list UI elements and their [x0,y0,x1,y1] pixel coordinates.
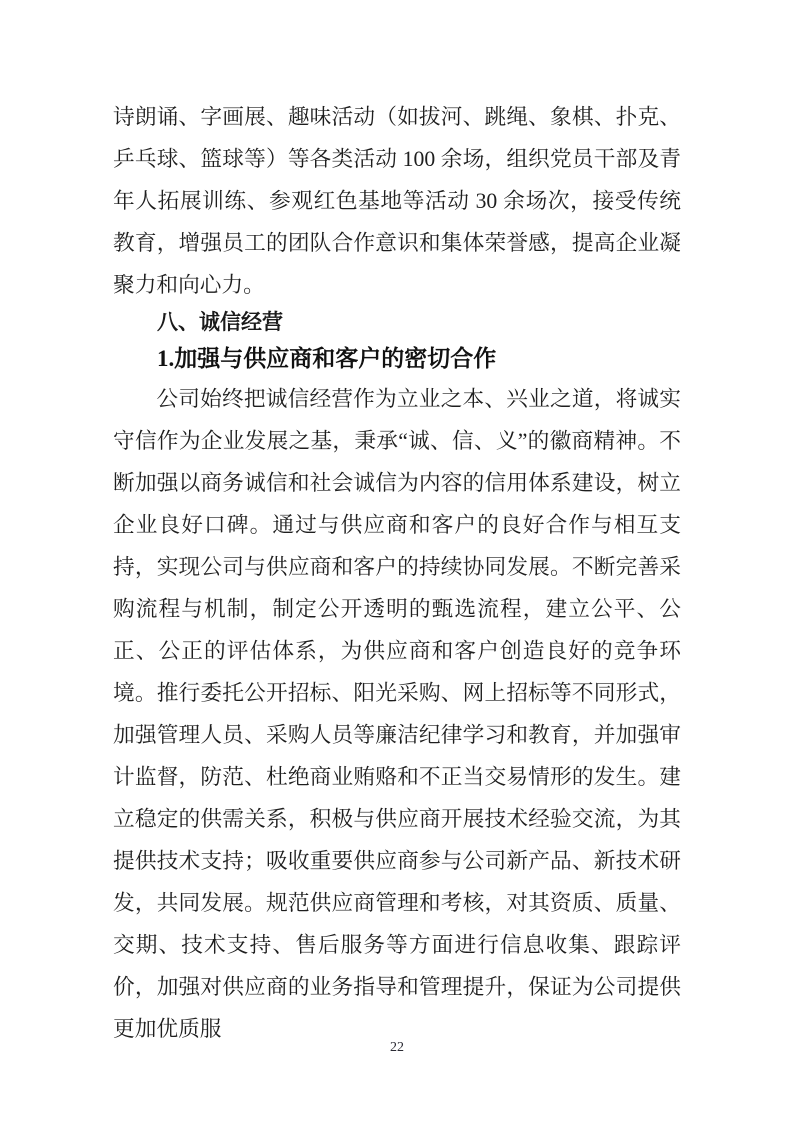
subsection-heading-supplier-cooperation: 1.加强与供应商和客户的密切合作 [157,346,497,371]
section-heading-integrity-management: 八、诚信经营 [157,311,283,334]
page-content [113,96,681,1050]
page-number: 22 [390,1040,404,1055]
page-footer [0,1038,794,1057]
paragraph-activities-continued: 诗朗诵、字画展、趣味活动（如拔河、跳绳、象棋、扑克、乒乓球、篮球等）等各类活动 100 余场，组织党员干部及青年人拓展训练、参观红色基地等活动 30 余场次，接受传统教育，增强员工的团队合作意识和集体荣誉感，提高企业凝聚力和向心力。 [113,105,681,297]
paragraph-integrity-business: 公司始终把诚信经营作为立业之本、兴业之道，将诚实守信作为企业发展之基，秉承“诚、信、义”的徽商精神。不断加强以商务诚信和社会诚信为内容的信用体系建设，树立企业良好口碑。通过与供应商和客户的良好合作与相互支持，实现公司与供应商和客户的持续协同发展。不断完善采购流程与机制，制定公开透明的甄选流程，建立公平、公正、公正的评估体系，为供应商和客户创造良好的竞争环境。推行委托公开招标、阳光采购、网上招标等不同形式，加强管理人员、采购人员等廉洁纪律学习和教育，并加强审计监督，防范、杜绝商业贿赂和不正当交易情形的发生。建立稳定的供需关系，积极与供应商开展技术经验交流，为其提供技术支持；吸收重要供应商参与公司新产品、新技术研发，共同发展。规范供应商管理和考核，对其资质、质量、交期、技术支持、售后服务等方面进行信息收集、跟踪评价，加强对供应商的业务指导和管理提升，保证为公司提供更加优质服 [113,387,681,1041]
